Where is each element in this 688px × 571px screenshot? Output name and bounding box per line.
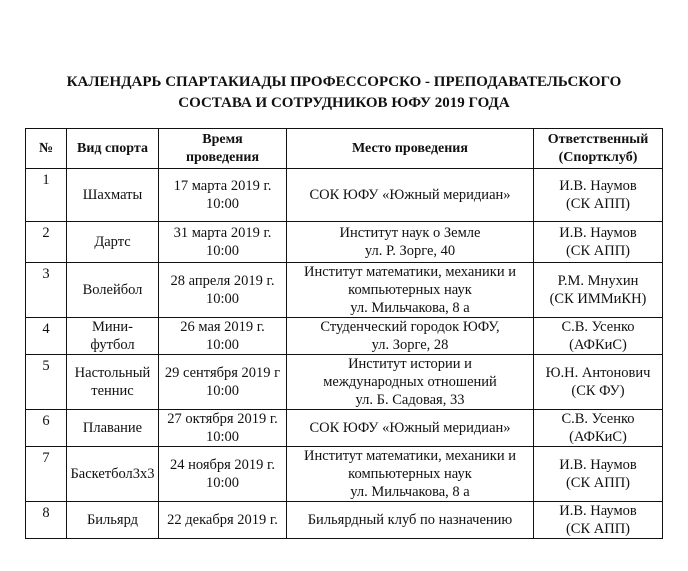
cell-resp: [534, 169, 663, 222]
cell-text: ул. Р. Зорге, 40: [364, 243, 456, 259]
cell-text: компьютерных наук: [348, 282, 472, 298]
cell-text: ул. Зорге, 28: [371, 337, 449, 353]
cell-number: 1: [26, 169, 67, 222]
cell-text: 10:00: [205, 243, 240, 259]
cell-text: (АФКиС): [569, 337, 627, 353]
cell-time: [159, 502, 287, 539]
cell-text: компьютерных наук: [348, 466, 472, 482]
cell-text: Настольный: [74, 365, 151, 381]
schedule-table: [25, 128, 663, 539]
cell-resp: [534, 263, 663, 318]
cell-text: Институт математики, механики и: [304, 448, 516, 464]
table-row: [26, 410, 663, 447]
cell-text: Ю.Н. Антонович: [545, 365, 651, 381]
cell-text: 10:00: [205, 196, 240, 212]
cell-text: ул. Мильчакова, 8 а: [350, 484, 470, 500]
cell-place: [287, 502, 534, 539]
header-text: Вид спорта: [77, 140, 148, 156]
cell-time: [159, 169, 287, 222]
cell-number: 4: [26, 318, 67, 355]
cell-resp: [534, 355, 663, 410]
cell-sport: [67, 222, 159, 263]
cell-text: 10:00: [205, 291, 240, 307]
cell-text: Волейбол: [82, 282, 143, 298]
cell-text: Баскетбол3х3: [70, 466, 155, 482]
cell-text: (СК ФУ): [571, 383, 625, 399]
cell-text: СОК ЮФУ «Южный меридиан»: [309, 187, 511, 203]
cell-text: (СК АПП): [565, 243, 631, 259]
cell-text: футбол: [90, 337, 135, 353]
cell-place: [287, 447, 534, 502]
cell-text: Студенческий городок ЮФУ,: [320, 319, 500, 335]
header-text: Ответственный: [547, 131, 649, 147]
cell-time: [159, 410, 287, 447]
cell-text: И.В. Наумов: [559, 178, 637, 194]
cell-text: 29 сентября 2019 г: [164, 365, 281, 381]
title-line-1: КАЛЕНДАРЬ СПАРТАКИАДЫ ПРОФЕССОРСКО - ПРЕПОДАВАТЕЛЬСКОГО: [66, 74, 622, 90]
cell-number: 7: [26, 447, 67, 502]
cell-text: Мини-: [91, 319, 133, 335]
cell-text: Шахматы: [82, 187, 143, 203]
cell-place: [287, 169, 534, 222]
cell-text: (СК АПП): [565, 521, 631, 537]
table-row: [26, 318, 663, 355]
cell-text: ул. Б. Садовая, 33: [355, 392, 465, 408]
cell-time: [159, 355, 287, 410]
cell-text: 24 ноября 2019 г.: [169, 457, 275, 473]
table-row: [26, 502, 663, 539]
document-title: [0, 72, 688, 114]
table-row: [26, 355, 663, 410]
cell-text: 10:00: [205, 383, 240, 399]
cell-text: международных отношений: [323, 374, 497, 390]
cell-sport: [67, 318, 159, 355]
cell-text: 10:00: [205, 337, 240, 353]
cell-text: (СК АПП): [565, 475, 631, 491]
cell-text: 28 апреля 2019 г.: [170, 273, 275, 289]
cell-text: И.В. Наумов: [559, 457, 637, 473]
cell-resp: [534, 502, 663, 539]
cell-place: [287, 410, 534, 447]
title-line-2: СОСТАВА И СОТРУДНИКОВ ЮФУ 2019 ГОДА: [178, 95, 510, 111]
header-row: [26, 129, 663, 169]
cell-sport: [67, 263, 159, 318]
cell-sport: [67, 355, 159, 410]
cell-sport: [67, 169, 159, 222]
cell-place: [287, 318, 534, 355]
header-responsible: [534, 129, 663, 169]
table-row: [26, 447, 663, 502]
header-text: Место проведения: [352, 140, 468, 156]
cell-text: Институт наук о Земле: [339, 225, 481, 241]
header-text: №: [38, 140, 54, 156]
cell-text: 31 марта 2019 г.: [173, 225, 272, 241]
cell-text: теннис: [91, 383, 134, 399]
table-row: [26, 169, 663, 222]
cell-resp: [534, 447, 663, 502]
cell-text: Плавание: [82, 420, 143, 436]
cell-text: Бильярд: [86, 512, 139, 528]
header-text: (Спортклуб): [558, 149, 638, 165]
cell-resp: [534, 222, 663, 263]
cell-time: [159, 318, 287, 355]
cell-text: 26 мая 2019 г.: [180, 319, 265, 335]
cell-time: [159, 447, 287, 502]
cell-text: (СК АПП): [565, 196, 631, 212]
cell-text: 10:00: [205, 429, 240, 445]
cell-text: 17 марта 2019 г.: [173, 178, 272, 194]
cell-text: С.В. Усенко: [561, 319, 635, 335]
cell-text: 10:00: [205, 475, 240, 491]
cell-place: [287, 355, 534, 410]
cell-text: С.В. Усенко: [561, 411, 635, 427]
cell-number: 3: [26, 263, 67, 318]
cell-text: Р.М. Мнухин: [557, 273, 639, 289]
cell-text: 27 октября 2019 г.: [167, 411, 278, 427]
cell-number: 5: [26, 355, 67, 410]
cell-text: Бильярдный клуб по назначению: [307, 512, 513, 528]
cell-place: [287, 263, 534, 318]
cell-text: (СК ИММиКН): [549, 291, 647, 307]
cell-resp: [534, 318, 663, 355]
header-text: проведения: [185, 149, 260, 165]
cell-number: 8: [26, 502, 67, 539]
cell-text: Дартс: [94, 234, 131, 250]
cell-number: 6: [26, 410, 67, 447]
cell-text: И.В. Наумов: [559, 503, 637, 519]
cell-resp: [534, 410, 663, 447]
cell-sport: [67, 502, 159, 539]
cell-place: [287, 222, 534, 263]
header-time: [159, 129, 287, 169]
cell-time: [159, 222, 287, 263]
header-number: [26, 129, 67, 169]
cell-text: (АФКиС): [569, 429, 627, 445]
cell-text: Институт математики, механики и: [304, 264, 516, 280]
table-row: [26, 263, 663, 318]
cell-text: СОК ЮФУ «Южный меридиан»: [309, 420, 511, 436]
table-row: [26, 222, 663, 263]
header-sport: [67, 129, 159, 169]
cell-text: 22 декабря 2019 г.: [167, 512, 278, 528]
header-text: Время: [202, 131, 243, 147]
cell-sport: [67, 410, 159, 447]
header-place: [287, 129, 534, 169]
cell-number: 2: [26, 222, 67, 263]
cell-sport: [67, 447, 159, 502]
cell-text: ул. Мильчакова, 8 а: [350, 300, 470, 316]
cell-text: И.В. Наумов: [559, 225, 637, 241]
cell-time: [159, 263, 287, 318]
cell-text: Институт истории и: [348, 356, 472, 372]
